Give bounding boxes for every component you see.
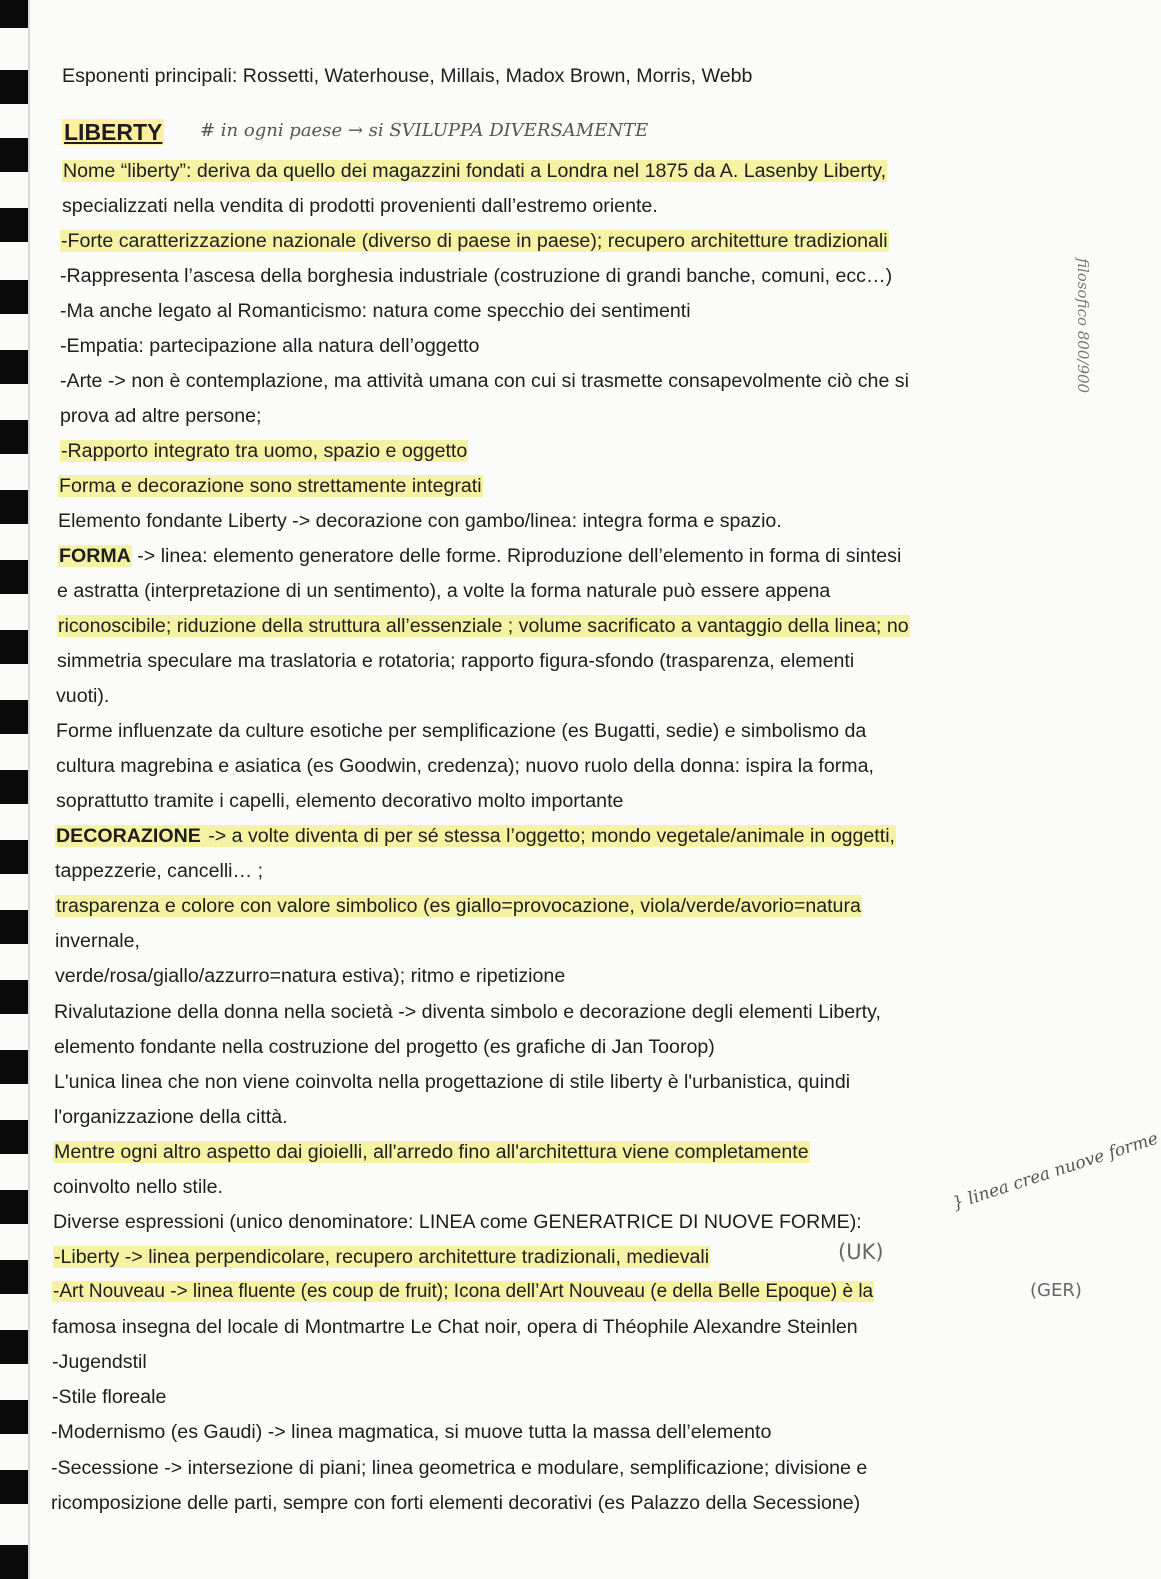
text-line bbox=[53, 1140, 810, 1164]
forma-label: FORMA bbox=[59, 545, 131, 567]
text-line-content: prova ad altre persone; bbox=[60, 405, 262, 427]
binder-hole bbox=[0, 350, 28, 384]
binder-hole bbox=[0, 630, 28, 664]
text-line-content: cultura magrebina e asiatica (es Goodwin, credenza); nuovo ruolo della donna: ispira la forma, bbox=[56, 755, 874, 777]
text-line-content: riconoscibile; riduzione della struttura all’essenziale ; volume sacrificato a vantaggio della linea; no bbox=[58, 615, 909, 637]
text-line bbox=[53, 1245, 710, 1269]
text-line-content: -Jugendstil bbox=[52, 1351, 147, 1373]
text-line bbox=[54, 1035, 715, 1059]
text-line-content: -Rapporto integrato tra uomo, spazio e oggetto bbox=[61, 440, 468, 462]
text-line-content: elemento fondante nella costruzione del progetto (es grafiche di Jan Toorop) bbox=[54, 1036, 715, 1058]
binder-hole bbox=[0, 560, 28, 594]
text-line-content: -Ma anche legato al Romanticismo: natura come specchio dei sentimenti bbox=[60, 300, 691, 322]
text-line-content: tappezzerie, cancelli… ; bbox=[55, 860, 264, 882]
text-line-content: Diverse espressioni (unico denominatore: LINEA come GENERATRICE DI NUOVE FORME): bbox=[53, 1211, 862, 1233]
text-line-content: -> a volte diventa di per sé stessa l’oggetto; mondo vegetale/animale in oggetti, bbox=[202, 825, 895, 847]
text-line bbox=[51, 1420, 771, 1444]
text-line bbox=[57, 649, 854, 673]
section-title-row bbox=[62, 120, 164, 146]
text-line-content: soprattutto tramite i capelli, elemento decorativo molto importante bbox=[56, 790, 624, 812]
text-line bbox=[51, 1491, 860, 1515]
binder-hole bbox=[0, 0, 28, 28]
text-line-content: Nome “liberty”: deriva da quello dei magazzini fondati a Londra nel 1875 da A. Lasenby Liberty, bbox=[63, 160, 887, 182]
text-line bbox=[53, 1210, 862, 1234]
text-line bbox=[58, 509, 782, 533]
text-line-content: vuoti). bbox=[56, 685, 110, 707]
text-line bbox=[60, 299, 691, 323]
text-line bbox=[56, 789, 623, 813]
text-line-content: Forme influenzate da culture esotiche per semplificazione (es Bugatti, sedie) e simbolismo da bbox=[56, 720, 867, 742]
text-line-content: -> linea: elemento generatore delle forme. Riproduzione dell’elemento in forma di sintesi bbox=[131, 545, 902, 567]
text-line-content: simmetria speculare ma traslatoria e rotatoria; rapporto figura-sfondo (trasparenza, elementi bbox=[57, 650, 855, 672]
binder-hole bbox=[0, 138, 28, 172]
text-line bbox=[60, 229, 889, 253]
text-line bbox=[55, 964, 565, 988]
text-line-content: specializzati nella vendita di prodotti provenienti dall’estremo oriente. bbox=[62, 195, 658, 217]
text-line bbox=[53, 1175, 223, 1199]
text-line-content: -Rappresenta l’ascesa della borghesia industriale (costruzione di grandi banche, comuni, ecc…) bbox=[60, 265, 893, 287]
text-line-content: Mentre ogni altro aspetto dai gioielli, all'arredo fino all'architettura viene completamente bbox=[54, 1141, 809, 1163]
text-line-content: l'organizzazione della città. bbox=[54, 1106, 288, 1128]
text-line bbox=[60, 334, 479, 358]
header-line-text: Esponenti principali: Rossetti, Waterhouse, Millais, Madox Brown, Morris, Webb bbox=[62, 65, 753, 87]
binder-hole bbox=[0, 490, 28, 524]
binder-hole bbox=[0, 208, 28, 242]
text-line-content: Elemento fondante Liberty -> decorazione con gambo/linea: integra forma e spazio. bbox=[58, 510, 782, 532]
text-line bbox=[60, 264, 892, 288]
text-line-content: -Arte -> non è contemplazione, ma attività umana con cui si trasmette consapevolmente ciò che si bbox=[60, 370, 909, 392]
text-line-content: invernale, bbox=[55, 930, 140, 952]
text-line bbox=[56, 684, 109, 708]
binder-hole bbox=[0, 1120, 28, 1154]
text-line bbox=[60, 369, 909, 393]
decorazione-line bbox=[55, 824, 896, 848]
binder-hole bbox=[0, 1330, 28, 1364]
text-line bbox=[56, 754, 874, 778]
text-line bbox=[52, 1280, 874, 1304]
text-line bbox=[55, 929, 140, 953]
text-line-content: L'unica linea che non viene coinvolta nella progettazione di stile liberty è l'urbanistica, quindi bbox=[54, 1071, 851, 1093]
text-line bbox=[55, 859, 263, 883]
text-line-content: -Secessione -> intersezione di piani; linea geometrica e modulare, semplificazione; divisione e bbox=[51, 1457, 868, 1479]
text-line-content: ricomposizione delle parti, sempre con forti elementi decorativi (es Palazzo della Secessione) bbox=[51, 1492, 861, 1514]
text-line bbox=[54, 1105, 288, 1129]
text-line-content: famosa insegna del locale di Montmartre Le Chat noir, opera di Théophile Alexandre Steinlen bbox=[52, 1316, 858, 1338]
forma-line bbox=[58, 544, 901, 568]
text-line-content: -Stile floreale bbox=[52, 1386, 167, 1408]
binder-hole bbox=[0, 1050, 28, 1084]
text-line bbox=[60, 404, 262, 428]
text-line bbox=[54, 1070, 850, 1094]
text-line-content: Rivalutazione della donna nella società -> diventa simbolo e decorazione degli elementi Liberty, bbox=[54, 1001, 881, 1023]
binder-hole bbox=[0, 1260, 28, 1294]
handwritten-uk: (UK) bbox=[838, 1240, 884, 1264]
text-line-content: coinvolto nello stile. bbox=[53, 1176, 223, 1198]
text-line-content: -Liberty -> linea perpendicolare, recupero architetture tradizionali, medievali bbox=[54, 1246, 710, 1268]
title-handwritten-note: # in ogni paese → si SVILUPPA DIVERSAMENTE bbox=[200, 120, 649, 141]
text-line bbox=[52, 1315, 858, 1339]
text-line-content: -Forte caratterizzazione nazionale (diverso di paese in paese); recupero architetture tradizionali bbox=[61, 230, 888, 252]
text-line bbox=[62, 194, 658, 218]
text-line-content: verde/rosa/giallo/azzurro=natura estiva); ritmo e ripetizione bbox=[55, 965, 566, 987]
binder-hole bbox=[0, 1545, 28, 1579]
binder-hole bbox=[0, 70, 28, 104]
text-line-content: Forma e decorazione sono strettamente integrati bbox=[59, 475, 482, 497]
text-line bbox=[52, 1350, 147, 1374]
text-line bbox=[51, 1456, 867, 1480]
decorazione-label: DECORAZIONE bbox=[56, 825, 201, 847]
text-line bbox=[58, 474, 483, 498]
text-line-content: -Empatia: partecipazione alla natura dell’oggetto bbox=[60, 335, 480, 357]
binder-hole bbox=[0, 980, 28, 1014]
section-title: LIBERTY bbox=[64, 119, 163, 145]
text-line bbox=[52, 1385, 166, 1409]
watermark: ​ bbox=[40, 60, 80, 111]
binder-hole bbox=[0, 1470, 28, 1504]
text-line-content: -Art Nouveau -> linea fluente (es coup de fruit); Icona dell’Art Nouveau (e della Belle Epoque) è la bbox=[53, 1281, 874, 1302]
binder-hole bbox=[0, 700, 28, 734]
text-line-content: trasparenza e colore con valore simbolico (es giallo=provocazione, viola/verde/avorio=natura bbox=[56, 895, 861, 917]
text-line bbox=[54, 1000, 881, 1024]
binder-hole bbox=[0, 910, 28, 944]
handwritten-brace-note: } linea crea nuove forme bbox=[950, 1128, 1161, 1215]
binder-hole bbox=[0, 280, 28, 314]
page-edge bbox=[28, 0, 30, 1579]
text-line-content: -Modernismo (es Gaudi) -> linea magmatica, si muove tutta la massa dell’elemento bbox=[51, 1421, 772, 1443]
handwritten-margin-note: filosofico 800/900 bbox=[1074, 258, 1092, 394]
binder-hole bbox=[0, 840, 28, 874]
text-line bbox=[57, 614, 910, 638]
binder-hole bbox=[0, 1400, 28, 1434]
binder-hole bbox=[0, 420, 28, 454]
text-line bbox=[55, 894, 862, 918]
text-line-content: e astratta (interpretazione di un sentimento), a volte la forma naturale può essere appena bbox=[57, 580, 831, 602]
text-line bbox=[57, 579, 830, 603]
text-line bbox=[56, 719, 866, 743]
text-line bbox=[60, 439, 468, 463]
header-line bbox=[62, 64, 752, 88]
binder-hole bbox=[0, 1190, 28, 1224]
handwritten-ger: (GER) bbox=[1030, 1280, 1082, 1301]
binder-hole bbox=[0, 770, 28, 804]
text-line bbox=[62, 159, 887, 183]
